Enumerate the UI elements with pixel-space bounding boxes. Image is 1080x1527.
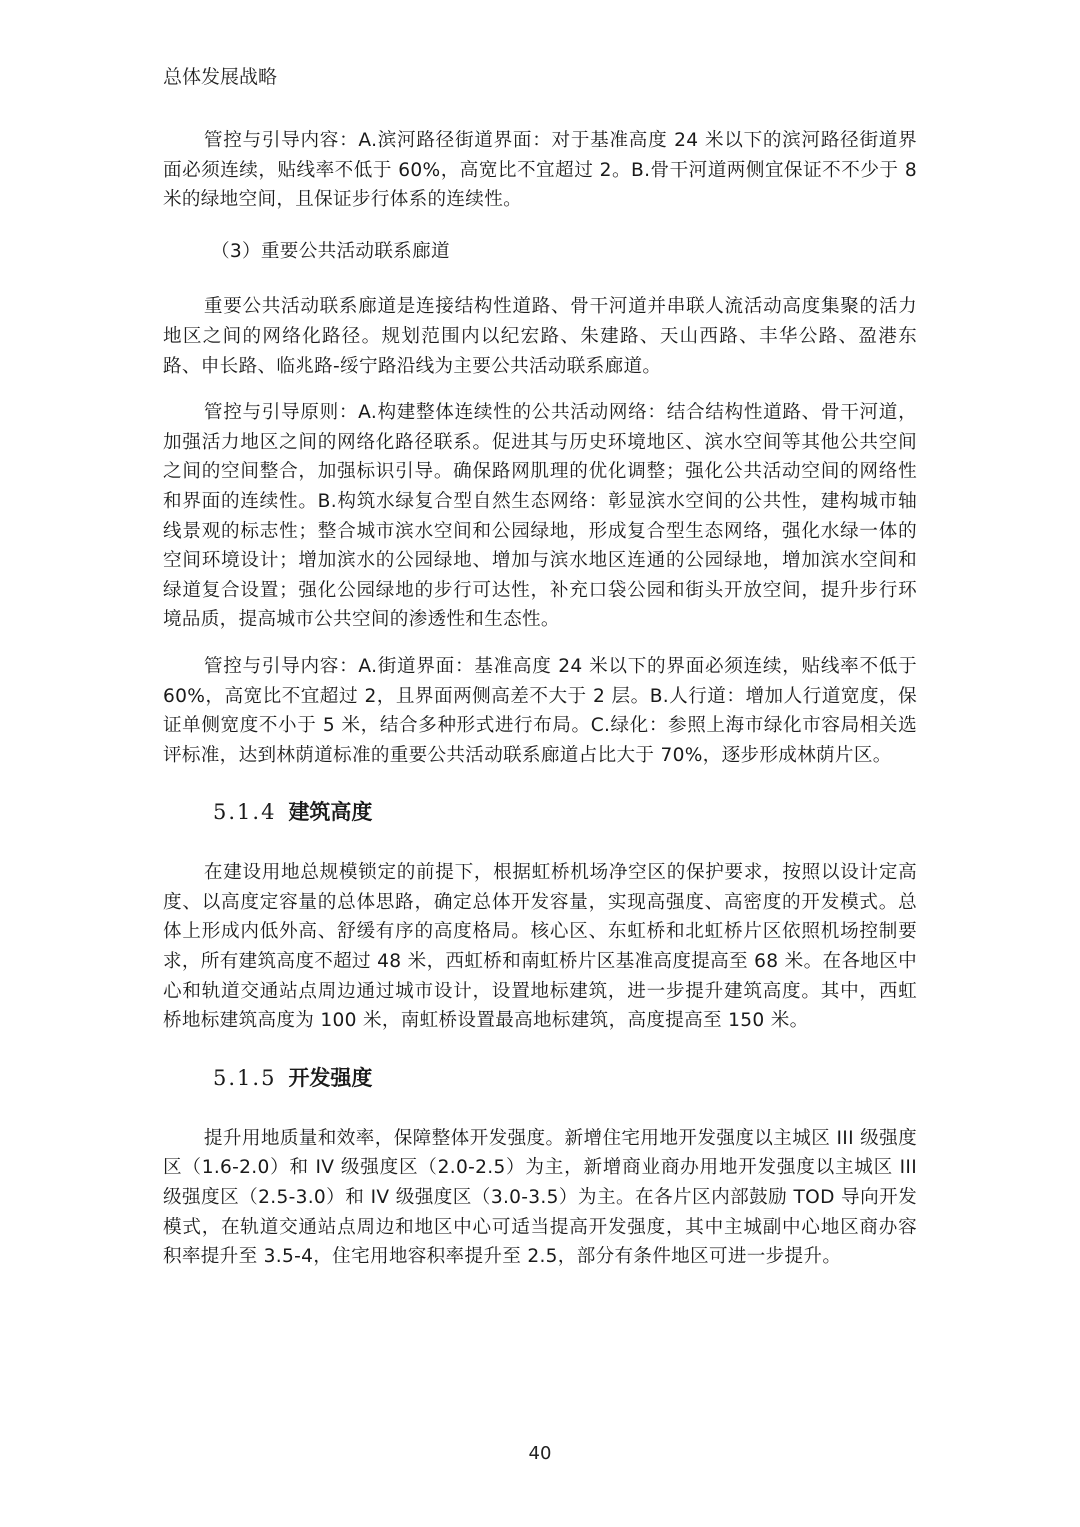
section-number: 5.1.5: [213, 1065, 277, 1090]
running-header: 总体发展战略: [163, 66, 278, 88]
section-heading-building-height: [163, 796, 917, 828]
page-number: 40: [528, 1443, 552, 1464]
section-title: 开发强度: [288, 1065, 373, 1090]
section-heading-development-intensity: [163, 1062, 917, 1094]
document-body: [163, 126, 917, 1289]
paragraph-corridor-control-content: 管控与引导内容：A.街道界面：基准高度 24 米以下的界面必须连续，贴线率不低于 60%，高宽比不宜超过 2，且界面两侧高差不大于 2 层。B.人行道：增加人行道宽度，保证单侧宽度不小于 5 米，结合多种形式进行布局。C.绿化：参照上海市绿化市容局相关选评标准，达到林荫道标准的重要公共活动联系廊道占比大于 70%，逐步形成林荫片区。: [163, 655, 917, 766]
paragraph-corridor-definition: 重要公共活动联系廊道是连接结构性道路、骨干河道并串联人流活动高度集聚的活力地区之间的网络化路径。规划范围内以纪宏路、朱建路、天山西路、丰华公路、盈港东路、申长路、临兆路-绥宁路沿线为主要公共活动联系廊道。: [163, 296, 917, 377]
subheading-public-activity-corridor: （3）重要公共活动联系廊道: [211, 240, 450, 262]
paragraph-building-height: 在建设用地总规模锁定的前提下，根据虹桥机场净空区的保护要求，按照以设计定高度、以高度定容量的总体思路，确定总体开发容量，实现高强度、高密度的开发模式。总体上形成内低外高、舒缓有序的高度格局。核心区、东虹桥和北虹桥片区依照机场控制要求，所有建筑高度不超过 48 米，西虹桥和南虹桥片区基准高度提高至 68 米。在各地区中心和轨道交通站点周边通过城市设计，设置地标建筑，进一步提升建筑高度。其中，西虹桥地标建筑高度为 100 米，南虹桥设置最高地标建筑，高度提高至 150 米。: [163, 862, 917, 1032]
paragraph-riverside-street-control: 管控与引导内容：A.滨河路径街道界面：对于基准高度 24 米以下的滨河路径街道界面必须连续，贴线率不低于 60%，高宽比不宜超过 2。B.骨干河道两侧宜保证不不少于 8 米的绿地空间，且保证步行体系的连续性。: [163, 130, 917, 211]
section-number: 5.1.4: [213, 800, 277, 825]
paragraph-development-intensity: 提升用地质量和效率，保障整体开发强度。新增住宅用地开发强度以主城区 III 级强度区（1.6-2.0）和 IV 级强度区（2.0-2.5）为主，新增商业商办用地开发强度以主城区 III 级强度区（2.5-3.0）和 IV 级强度区（3.0-3.5）为主。在各片区内部鼓励 TOD 导向开发模式，在轨道交通站点周边和地区中心可适当提高开发强度，其中主城副中心地区商办容积率提升至 3.5-4，住宅用地容积率提升至 2.5，部分有条件地区可进一步提升。: [163, 1127, 917, 1268]
section-title: 建筑高度: [288, 800, 373, 825]
paragraph-corridor-principles: 管控与引导原则：A.构建整体连续性的公共活动网络：结合结构性道路、骨干河道，加强活力地区之间的网络化路径联系。促进其与历史环境地区、滨水空间等其他公共空间之间的空间整合，加强标识引导。确保路网肌理的优化调整；强化公共活动空间的网络性和界面的连续性。B.构筑水绿复合型自然生态网络：彰显滨水空间的公共性，建构城市轴线景观的标志性；整合城市滨水空间和公园绿地，形成复合型生态网络，强化水绿一体的空间环境设计；增加滨水的公园绿地、增加与滨水地区连通的公园绿地，增加滨水空间和绿道复合设置；强化公园绿地的步行可达性，补充口袋公园和街头开放空间，提升步行环境品质，提高城市公共空间的渗透性和生态性。: [163, 402, 917, 631]
